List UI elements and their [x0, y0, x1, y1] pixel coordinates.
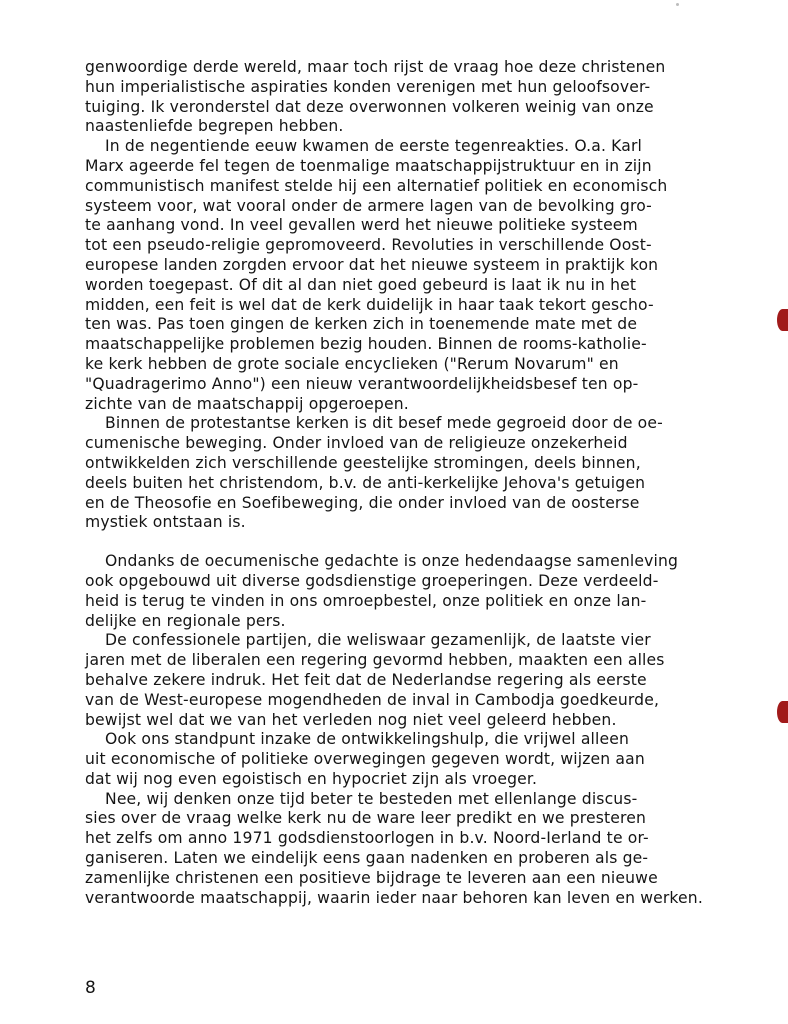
text-line: worden toegepast. Of dit al dan niet goed gebeurd is laat ik nu in het: [85, 275, 637, 294]
text-line: ten was. Pas toen gingen de kerken zich in toenemende mate met de: [85, 315, 638, 334]
paragraph: [85, 730, 775, 789]
text-line: verantwoorde maatschappij, waarin ieder naar behoren kan leven en werken.: [85, 888, 703, 907]
text-line: "Quadragerimo Anno") een nieuw verantwoordelijkheidsbesef ten op-: [85, 374, 639, 393]
text-line: jaren met de liberalen een regering gevormd hebben, maakten een alles: [85, 651, 665, 670]
text-line: het zelfs om anno 1971 godsdienstoorlogen in b.v. Noord-Ierland te or-: [85, 829, 649, 848]
text-line: zamenlijke christenen een positieve bijdrage te leveren aan een nieuwe: [85, 868, 658, 887]
text-line: midden, een feit is wel dat de kerk duidelijk in haar taak tekort gescho-: [85, 295, 654, 314]
binder-hole-mark: [777, 701, 788, 723]
text-line: genwoordige derde wereld, maar toch rijst de vraag hoe deze christenen: [85, 58, 666, 76]
paragraph: [85, 631, 775, 730]
text-line: De confessionele partijen, die weliswaar gezamenlijk, de laatste vier: [105, 631, 651, 650]
binder-hole-mark: [777, 309, 788, 331]
scan-speck: [676, 3, 679, 6]
text-line: delijke en regionale pers.: [85, 611, 286, 630]
text-line: communistisch manifest stelde hij een alternatief politiek en economisch: [85, 176, 668, 195]
text-line: ganiseren. Laten we eindelijk eens gaan nadenken en proberen als ge-: [85, 849, 649, 868]
paragraph: [85, 790, 775, 909]
text-line: naastenliefde begrepen hebben.: [85, 117, 344, 136]
text-line: tot een pseudo-religie gepromoveerd. Revoluties in verschillende Oost-: [85, 236, 652, 255]
text-line: ook opgebouwd uit diverse godsdienstige groeperingen. Deze verdeeld-: [85, 571, 659, 590]
text-line: ontwikkelden zich verschillende geestelijke stromingen, deels binnen,: [85, 453, 641, 472]
text-line: Ook ons standpunt inzake de ontwikkelingshulp, die vrijwel alleen: [105, 730, 630, 749]
text-line: deels buiten het christendom, b.v. de anti-kerkelijke Jehova's getuigen: [85, 473, 646, 492]
text-line: ke kerk hebben de grote sociale encyclieken ("Rerum Novarum" en: [85, 354, 619, 373]
text-line: bewijst wel dat we van het verleden nog niet veel geleerd hebben.: [85, 710, 617, 729]
text-line: Marx ageerde fel tegen de toenmalige maatschappijstruktuur en in zijn: [85, 156, 652, 175]
text-line: Binnen de protestantse kerken is dit besef mede gegroeid door de oe-: [105, 414, 663, 433]
body-text: [85, 58, 775, 908]
text-line: hun imperialistische aspiraties konden verenigen met hun geloofsover-: [85, 77, 651, 96]
text-line: uit economische of politieke overwegingen gegeven wordt, wijzen aan: [85, 750, 645, 769]
paragraph: [85, 137, 775, 414]
paragraph: [85, 58, 775, 137]
text-line: mystiek ontstaan is.: [85, 513, 246, 532]
text-line: In de negentiende eeuw kwamen de eerste tegenreakties. O.a. Karl: [105, 137, 643, 156]
text-line: Nee, wij denken onze tijd beter te besteden met ellenlange discus-: [105, 789, 638, 808]
text-line: heid is terug te vinden in ons omroepbestel, onze politiek en onze lan-: [85, 591, 647, 610]
paragraph: [85, 414, 775, 533]
text-line: Ondanks de oecumenische gedachte is onze hedendaagse samenleving: [105, 552, 679, 571]
text-line: zichte van de maatschappij opgeroepen.: [85, 394, 409, 413]
page-number: 8: [85, 978, 96, 998]
text-line: van de West-europese mogendheden de inval in Cambodja goedkeurde,: [85, 690, 660, 709]
text-line: te aanhang vond. In veel gevallen werd het nieuwe politieke systeem: [85, 216, 638, 235]
text-line: sies over de vraag welke kerk nu de ware leer predikt en we presteren: [85, 809, 646, 828]
text-line: dat wij nog even egoistisch en hypocriet zijn als vroeger.: [85, 769, 538, 788]
text-line: europese landen zorgden ervoor dat het nieuwe systeem in praktijk kon: [85, 255, 659, 274]
text-line: systeem voor, wat vooral onder de armere lagen van de bevolking gro-: [85, 196, 652, 215]
paragraph: [85, 552, 775, 631]
text-line: cumenische beweging. Onder invloed van de religieuze onzekerheid: [85, 434, 628, 453]
text-line: behalve zekere indruk. Het feit dat de Nederlandse regering als eerste: [85, 670, 647, 689]
text-line: maatschappelijke problemen bezig houden. Binnen de rooms-katholie-: [85, 335, 647, 354]
text-line: tuiging. Ik veronderstel dat deze overwonnen volkeren weinig van onze: [85, 97, 654, 116]
text-line: en de Theosofie en Soefibeweging, die onder invloed van de oosterse: [85, 493, 640, 512]
